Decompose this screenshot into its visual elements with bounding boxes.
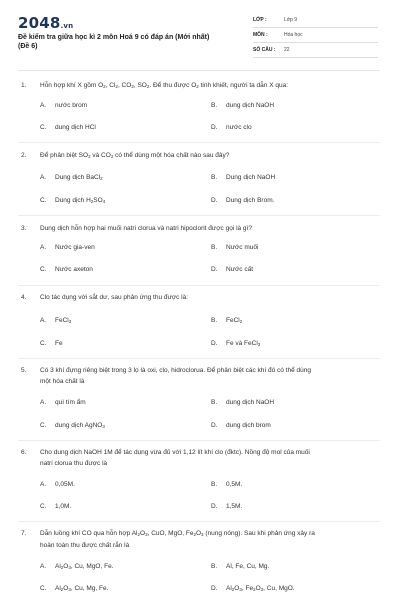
option-text: Al, Fe, Cu, Mg. (226, 563, 270, 570)
meta-key: LỚP : (253, 17, 267, 23)
question-divider (18, 215, 380, 216)
option-text: dung dịch NaOH (226, 399, 275, 406)
meta-class (253, 15, 378, 28)
option-label: C. (40, 124, 47, 131)
option-text: Dung dịch Brom. (226, 197, 275, 204)
option-label: D. (211, 197, 218, 204)
question-divider (18, 142, 380, 143)
option-text: 1,0M. (55, 503, 72, 510)
question-text-line-1: Dẫn luồng khí CO qua hỗn hợp $Al_2O_3$, CuO, MgO, $Fe_2O_3$ (nung nóng). Sau khi phản ứng xảy ra (40, 530, 315, 537)
title-line-2: (Đề 6) (18, 43, 38, 50)
question-number: 7. (21, 530, 27, 537)
option-label: C. (40, 266, 47, 273)
meta-value: Lớp 9 (284, 17, 298, 23)
option-label: D. (211, 422, 218, 429)
header-divider (18, 70, 380, 71)
question-number: 1. (21, 82, 27, 89)
option-text: 0,5M. (226, 481, 243, 488)
option-label: B. (211, 481, 218, 488)
question-number: 2. (21, 152, 27, 159)
option-label: A. (40, 481, 47, 488)
logo-text: 2048 (18, 14, 61, 32)
option-label: D. (211, 124, 218, 131)
option-label: A. (40, 174, 47, 181)
option-label: D. (211, 340, 218, 347)
option-label: A. (40, 102, 47, 109)
option-label: B. (211, 399, 218, 406)
option-label: C. (40, 340, 47, 347)
option-label: D. (211, 266, 218, 273)
option-label: C. (40, 585, 47, 592)
option-label: B. (211, 317, 218, 324)
option-text: Nước gia-ven (55, 244, 95, 251)
meta-key: MÔN : (253, 32, 268, 38)
option-text: 1,5M. (226, 503, 243, 510)
option-text: dung dịch brom (226, 422, 271, 429)
option-label: A. (40, 399, 47, 406)
meta-subject (253, 30, 378, 43)
option-label: A. (40, 563, 47, 570)
option-text: $Al_2O_3$, $Fe_2O_3$, Cu, MgO. (226, 585, 295, 592)
question-divider (18, 358, 380, 359)
question-text-line-1: Có 3 khí đựng riêng biệt trong 3 lọ là oxi, clo, hidroclorua. Để phân biệt các khí đó có thể dùng (40, 367, 312, 374)
question-number: 4. (21, 294, 27, 301)
option-label: D. (211, 503, 218, 510)
question-divider (18, 521, 380, 522)
meta-value: Hóa học (284, 32, 303, 38)
option-text: $Al_2O_3$, Cu, Mg, Fe. (55, 585, 109, 592)
question-text: Hỗn hợp khí X gồm $O_2$, $Cl_2$, $CO_2$, $SO_2$. Để thu được $O_2$ tinh khiết, người ta dẫn X qua: (40, 82, 288, 89)
option-text: Dung dịch $H_2SO_4$ (55, 197, 106, 204)
option-text: Fe (55, 340, 63, 347)
question-number: 3. (21, 225, 27, 232)
option-text: dung dịch NaOH (226, 102, 275, 109)
option-text: nước clo (226, 124, 252, 131)
option-label: D. (211, 585, 218, 592)
option-text: quì tím ẩm (55, 399, 86, 406)
option-text: dung dịch AgNO$_3$ (55, 422, 105, 429)
option-label: B. (211, 244, 218, 251)
option-text: Dung dịch NaOH (226, 174, 276, 181)
question-number: 5. (21, 367, 27, 374)
option-label: A. (40, 244, 47, 251)
option-text: Dung dịch BaCl$_2$ (55, 174, 103, 181)
option-text: FeCl$_3$ (55, 317, 72, 324)
question-divider (18, 440, 380, 441)
option-text: Nước axeton (55, 266, 93, 273)
question-text-line-2: natri clorua thu được là (40, 460, 108, 467)
page-title (18, 33, 258, 51)
option-label: C. (40, 503, 47, 510)
option-text: $Al_2O_3$, Cu, MgO, Fe. (55, 563, 114, 570)
option-label: B. (211, 563, 218, 570)
meta-key: SỐ CÂU : (253, 47, 276, 53)
option-label: B. (211, 102, 218, 109)
meta-value: 22 (284, 47, 290, 53)
option-label: A. (40, 317, 47, 324)
question-text: Clo tác dụng với sắt dư, sau phản ứng thu được là: (40, 294, 189, 301)
site-logo[interactable] (18, 14, 73, 32)
option-text: Nước cất (226, 266, 254, 273)
option-text: Fe và FeCl$_3$ (226, 340, 261, 347)
option-text: 0,05M. (55, 481, 75, 488)
logo-suffix: .vn (60, 22, 74, 30)
option-text: FeCl$_2$ (226, 317, 243, 324)
question-text-line-2: hoàn toàn thu được chất rắn là (40, 542, 130, 549)
question-divider (18, 285, 380, 286)
title-line-1: Đề kiểm tra giữa học kì 2 môn Hoá 9 có đáp án (Mới nhất) (18, 34, 210, 41)
question-number: 6. (21, 449, 27, 456)
option-text: Nước muối (226, 244, 259, 251)
document-header (0, 0, 400, 62)
meta-question-count (253, 45, 378, 58)
option-label: C. (40, 197, 47, 204)
question-text: Để phân biệt $SO_2$ và $CO_2$ có thể dùng một hóa chất nào sau đây? (40, 152, 230, 159)
option-text: nước brom (55, 102, 88, 109)
option-text: dung dịch HCl (55, 124, 96, 131)
option-label: C. (40, 422, 47, 429)
question-text-line-1: Cho dung dịch NaOH 1M để tác dụng vừa đủ với 1,12 lít khí clo (đktc). Nồng độ mol của muối (40, 449, 310, 456)
question-text: Dung dịch hỗn hợp hai muối natri clorua và natri hipoclorit được gọi là gì? (40, 225, 252, 232)
question-text-line-2: một hóa chất là (40, 378, 85, 385)
option-label: B. (211, 174, 218, 181)
